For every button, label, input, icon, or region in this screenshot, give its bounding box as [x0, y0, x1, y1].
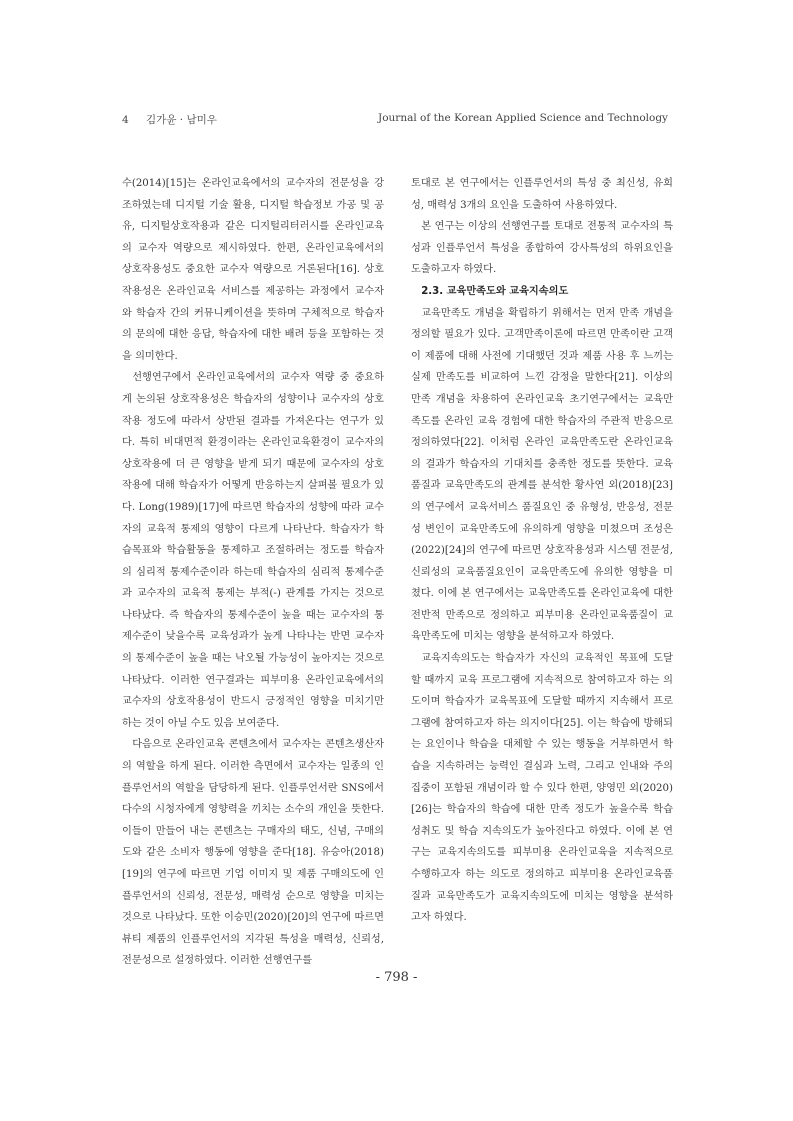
header-left — [122, 112, 217, 127]
right-paragraph-2: 본 연구는 이상의 선행연구를 토대로 전통적 교수자의 특성과 인플루언서 특성을 종합하여 강사특성의 하위요인을 도출하고자 하였다. — [411, 221, 673, 276]
page-footer-number: - 798 - — [375, 970, 418, 985]
right-paragraph-1: 토대로 본 연구에서는 인플루언서의 특성 중 최신성, 유희성, 매력성 3개의 요인을 도출하여 사용하였다. — [411, 178, 673, 211]
running-header — [122, 112, 668, 128]
header-journal-title: Journal of the Korean Applied Science and Technology — [378, 112, 668, 124]
header-page-number: 4 — [122, 114, 129, 126]
left-paragraph-2: 선행연구에서 온라인교육에서의 교수자 역량 중 중요하게 논의된 상호작용성은 학습자의 성향이나 교수자의 상호작용 정도에 따라서 상반된 결과를 가져온다는 연구가 있다. 특히 비대면적 환경이라는 온라인교육환경이 교수자의 상호작용에 더 큰 영향을 받게 되기 때문에 교수자의 상호작용에 대해 학습자가 어떻게 반응하는지 살펴볼 필요가 있다. Long(1989)[17]에 따르면 학습자의 성향에 따라 교수자의 교육적 통제의 영향이 다르게 나타난다. 학습자가 학습목표와 학습활동을 통제하고 조절하려는 정도를 학습자의 심리적 통제수준이라 하는데 학습자의 심리적 통제수준과 교수자의 교육적 통제는 부적(-) 관계를 가지는 것으로 나타났다. 즉 학습자의 통제수준이 높을 때는 교수자의 통제수준이 낮을수록 교육성과가 높게 나타나는 반면 교수자의 통제수준이 높을 때는 낙오될 가능성이 높아지는 것으로 나타났다. 이러한 연구결과는 피부미용 온라인교육에서의 교수자의 상호작용성이 반드시 긍정적인 영향을 미치기만 하는 것이 아닐 수도 있음 보여준다. — [122, 372, 384, 729]
right-column — [411, 173, 673, 929]
left-paragraph-1: 수(2014)[15]는 온라인교육에서의 교수자의 전문성을 강조하였는데 디지털 기술 활용, 디지털 학습정보 가공 및 공유, 디지털상호작용과 같은 디지털리터러시를 온라인교육의 교수자 역량으로 제시하였다. 한편, 온라인교육에서의 상호작용성도 중요한 교수자 역량으로 거론된다[16]. 상호작용성은 온라인교육 서비스를 제공하는 과정에서 교수자와 학습자 간의 커뮤니케이션을 뜻하며 구체적으로 학습자의 문의에 대한 응답, 학습자에 대한 배려 등을 포함하는 것을 의미한다. — [122, 178, 384, 362]
left-paragraph-3: 다음으로 온라인교육 콘텐츠에서 교수자는 콘텐츠생산자의 역할을 하게 된다. 이러한 측면에서 교수자는 일종의 인플루언서의 역할을 담당하게 된다. 인플루언서란 SNS에서 다수의 시청자에게 영향력을 끼치는 소수의 개인을 뜻한다. 이들이 만들어 내는 콘텐츠는 구매자의 태도, 신념, 구매의도와 같은 소비자 행동에 영향을 준다[18]. 유승아(2018)[19]의 연구에 따르면 기업 이미지 및 제품 구매의도에 인플루언서의 신뢰성, 전문성, 매력성 순으로 영향을 미치는 것으로 나타났다. 또한 이승민(2020)[20]의 연구에 따르면 뷰티 제품의 인플루언서의 지각된 특성을 매력성, 신뢰성, 전문성으로 설정하였다. 이러한 선행연구를 — [122, 739, 384, 967]
section-heading: 2.3. 교육만족도와 교육지속의도 — [421, 285, 569, 297]
left-column — [122, 173, 384, 972]
right-paragraph-3: 교육만족도 개념을 확립하기 위해서는 먼저 만족 개념을 정의할 필요가 있다. 고객만족이론에 따르면 만족이란 고객이 제품에 대해 사전에 기대했던 것과 제품 사용 후 느끼는 실제 만족도를 비교하여 느낀 감정을 말한다[21]. 이상의 만족 개념을 차용하여 온라인교육 초기연구에서는 교육만족도를 온라인 교육 경험에 대한 학습자의 주관적 반응으로 정의하였다[22]. 이처럼 온라인 교육만족도란 온라인교육의 결과가 학습자의 기대치를 충족한 정도를 뜻한다. 교육품질과 교육만족도의 관계를 분석한 황사연 외(2018)[23]의 연구에서 교육서비스 품질요인 중 유형성, 반응성, 전문성 변인이 교육만족도에 유의하게 영향을 미쳤으며 조성은(2022)[24]의 연구에 따르면 상호작용성과 시스템 전문성, 신뢰성의 교육품질요인이 교육만족도에 유의한 영향을 미쳤다. 이에 본 연구에서는 교육만족도를 온라인교육에 대한 전반적 만족으로 정의하고 피부미용 온라인교육품질이 교육만족도에 미치는 영향을 분석하고자 하였다. — [411, 307, 673, 643]
right-paragraph-4: 교육지속의도는 학습자가 자신의 교육적인 목표에 도달할 때까지 교육 프로그램에 지속적으로 참여하고자 하는 의도이며 학습자가 교육목표에 도달할 때까지 지속해서 프로그램에 참여하고자 하는 의지이다[25]. 이는 학습에 방해되는 요인이나 학습을 대체할 수 있는 행동을 거부하면서 학습을 지속하려는 능력인 결심과 노력, 그리고 인내와 주의집중이 포함된 개념이라 할 수 있다 한편, 양영민 외(2020)[26]는 학습자의 학습에 대한 만족 정도가 높을수록 학습 성취도 및 학습 지속의도가 높아진다고 하였다. 이에 본 연구는 교육지속의도를 피부미용 온라인교육을 지속적으로 수행하고자 하는 의도로 정의하고 피부미용 온라인교육품질과 교육만족도가 교육지속의도에 미치는 영향을 분석하고자 하였다. — [411, 653, 673, 924]
header-authors: 김가윤 · 남미우 — [146, 114, 217, 126]
